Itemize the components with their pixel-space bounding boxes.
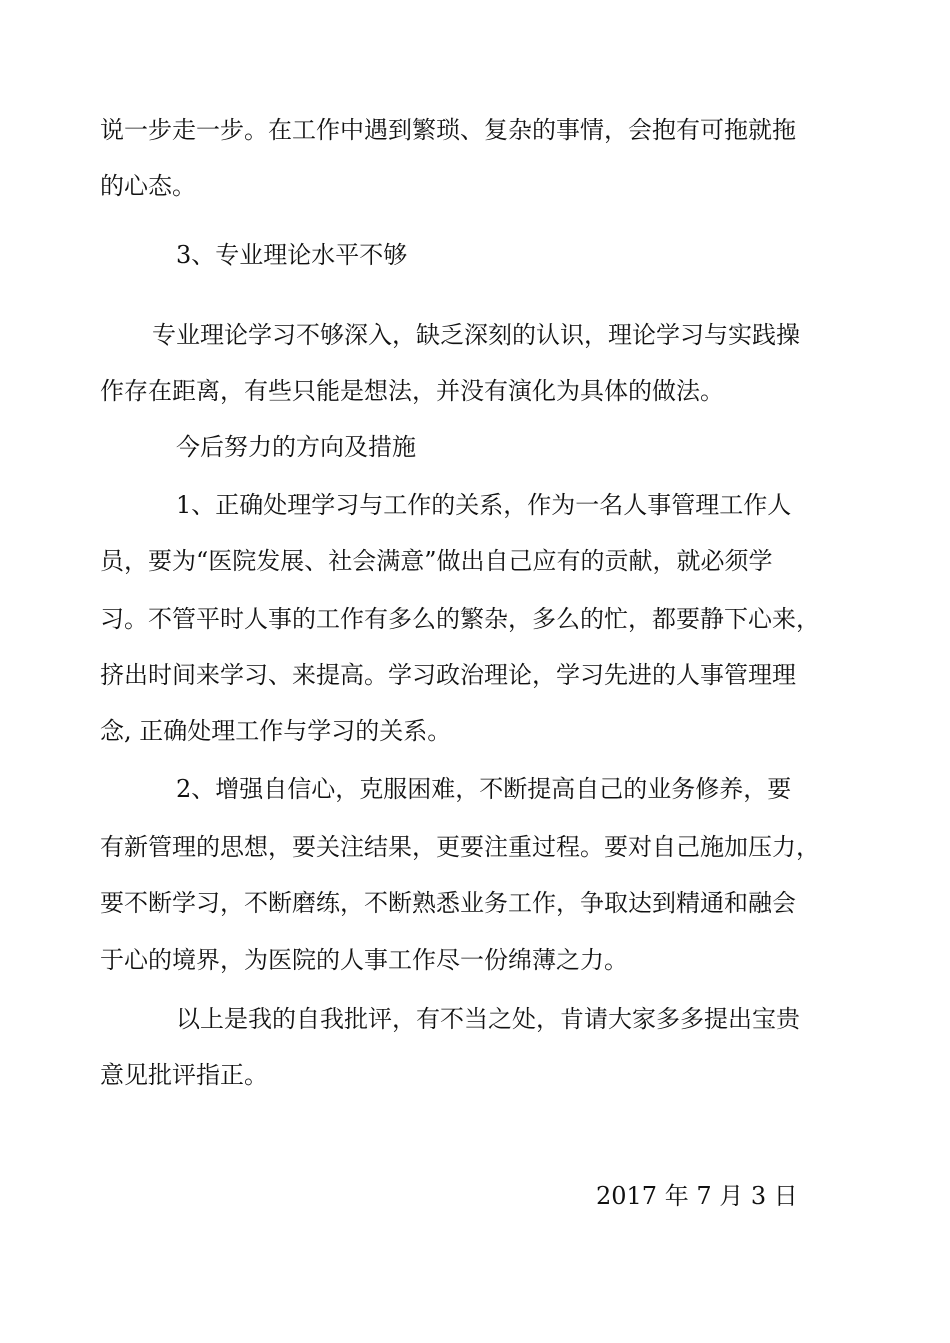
paragraph-1-line-1: 说一步走一步。在工作中遇到繁琐、复杂的事情，会抱有可拖就拖 — [100, 116, 796, 144]
document-date: 2017 年 7 月 3 日 — [596, 1182, 798, 1210]
closing-line-1: 以上是我的自我批评，有不当之处，肯请大家多多提出宝贵 — [176, 1005, 800, 1033]
measure-1-line-3: 习。不管平时人事的工作有多么的繁杂，多么的忙，都要静下心来， — [100, 605, 820, 633]
section-heading-3: 3、专业理论水平不够 — [176, 241, 408, 269]
measure-1-line-2: 员，要为“医院发展、社会满意”做出自己应有的贡献，就必须学 — [100, 547, 773, 575]
measure-2-line-1: 2、增强自信心，克服困难，不断提高自己的业务修养，要 — [176, 775, 792, 803]
measure-2-line-4: 于心的境界，为医院的人事工作尽一份绵薄之力。 — [100, 946, 628, 974]
section-heading-measures: 今后努力的方向及措施 — [176, 433, 416, 461]
paragraph-1-line-2: 的心态。 — [100, 172, 196, 200]
measure-1-line-4: 挤出时间来学习、来提高。学习政治理论，学习先进的人事管理理 — [100, 661, 796, 689]
closing-line-2: 意见批评指正。 — [100, 1061, 268, 1089]
measure-2-line-2: 有新管理的思想，要关注结果，更要注重过程。要对自己施加压力， — [100, 833, 820, 861]
paragraph-3-line-1: 专业理论学习不够深入，缺乏深刻的认识，理论学习与实践操 — [152, 321, 800, 349]
measure-2-line-3: 要不断学习，不断磨练，不断熟悉业务工作，争取达到精通和融会 — [100, 889, 796, 917]
measure-1-line-1: 1、正确处理学习与工作的关系，作为一名人事管理工作人 — [176, 491, 792, 519]
measure-1-line-5: 念, 正确处理工作与学习的关系。 — [100, 717, 452, 745]
paragraph-3-line-2: 作存在距离，有些只能是想法，并没有演化为具体的做法。 — [100, 377, 724, 405]
